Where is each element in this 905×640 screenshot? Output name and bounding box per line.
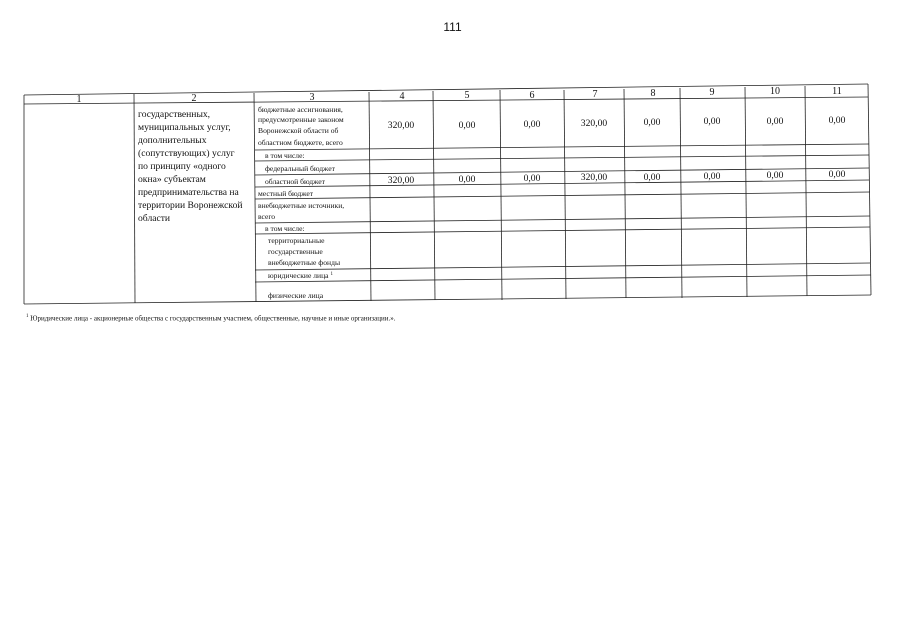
row-divider [255, 216, 870, 223]
footnote [26, 314, 395, 322]
row-divider [255, 263, 870, 270]
description-line: дополнительных [138, 135, 207, 146]
col-header: 2 [191, 93, 197, 104]
col-header: 9 [709, 87, 715, 98]
table-top-border [24, 84, 868, 95]
row-divider [255, 155, 869, 161]
budget-value: 0,00 [458, 120, 476, 131]
row-label-territorial: территориальные [268, 236, 325, 245]
regional-value: 0,00 [828, 169, 846, 180]
col-divider [134, 94, 135, 303]
col-header: 7 [592, 89, 598, 100]
description-line: области [138, 213, 171, 224]
row-label-budget: бюджетные ассигнования, [258, 105, 343, 114]
budget-value: 0,00 [766, 116, 784, 127]
budget-value: 320,00 [580, 118, 608, 129]
budget-value: 0,00 [828, 115, 846, 126]
row-label-territorial: внебюджетные фонды [268, 258, 341, 267]
col-header: 1 [76, 94, 82, 105]
description-line: муниципальных услуг, [138, 122, 231, 133]
col-divider [433, 91, 435, 300]
budget-value: 320,00 [387, 120, 415, 131]
col-header: 6 [529, 90, 535, 101]
budget-value: 0,00 [643, 117, 661, 128]
legal-label-text: юридические лица [268, 271, 329, 280]
col-divider [564, 90, 566, 299]
row-label-including: в том числе: [265, 224, 305, 233]
row-label-including: в том числе: [265, 151, 305, 160]
budget-value: 0,00 [703, 116, 721, 127]
row-label-territorial: государственные [268, 247, 323, 256]
regional-value: 0,00 [458, 174, 476, 185]
description-line: предпринимательства на [138, 187, 239, 198]
regional-value: 0,00 [523, 173, 541, 184]
header-separator [24, 97, 868, 104]
legal-footnote-marker: 1 [330, 272, 334, 277]
row-label-federal: федеральный бюджет [265, 164, 335, 173]
row-label-extrabudget: внебюджетные источники, [258, 201, 345, 210]
col-divider [745, 87, 747, 297]
regional-value: 320,00 [387, 175, 415, 186]
col-divider [500, 90, 502, 300]
page-number: 111 [443, 20, 462, 34]
col-divider [680, 88, 682, 298]
description-line: территории Воронежской [138, 200, 243, 211]
col-header: 11 [832, 86, 842, 97]
row-label-budget: Воронежской области об [258, 126, 339, 135]
regional-value: 0,00 [703, 171, 721, 182]
budget-value: 0,00 [523, 119, 541, 130]
row-divider [255, 227, 870, 234]
description-line: (сопутствующих) услуг [138, 148, 235, 159]
row-label-legal [268, 271, 334, 280]
col-header: 4 [399, 91, 405, 102]
footnote-marker: 1 [26, 314, 29, 319]
footnote-text: Юридические лица - акционерные общества с государственным участием, общественные, научные и иные организации.». [30, 314, 396, 323]
col-header: 5 [464, 90, 470, 101]
description-line: по принципу «одного [138, 161, 226, 172]
row-divider [255, 275, 871, 282]
row-label-budget: областном бюджете, всего [258, 138, 343, 147]
row-label-physical: физические лица [268, 291, 324, 300]
col-divider [624, 89, 626, 298]
regional-value: 0,00 [643, 172, 661, 183]
row-divider [255, 192, 870, 199]
regional-value: 320,00 [580, 172, 608, 183]
col-divider [805, 86, 807, 296]
row-label-local: местный бюджет [258, 189, 314, 198]
row-label-regional: областной бюджет [265, 177, 325, 186]
col-divider [254, 93, 256, 302]
row-label-extrabudget: всего [258, 212, 276, 221]
regional-value: 0,00 [766, 170, 784, 181]
table-bottom-border [24, 295, 871, 304]
row-divider [255, 144, 869, 150]
col-header: 8 [650, 88, 656, 99]
description-line: окна» субъектам [138, 174, 206, 185]
row-divider [255, 180, 869, 187]
col-header: 10 [770, 86, 780, 97]
row-label-budget: предусмотренные законом [258, 115, 344, 124]
description-line: государственных, [138, 109, 211, 120]
col-header: 3 [309, 92, 315, 103]
col-divider [369, 92, 371, 301]
